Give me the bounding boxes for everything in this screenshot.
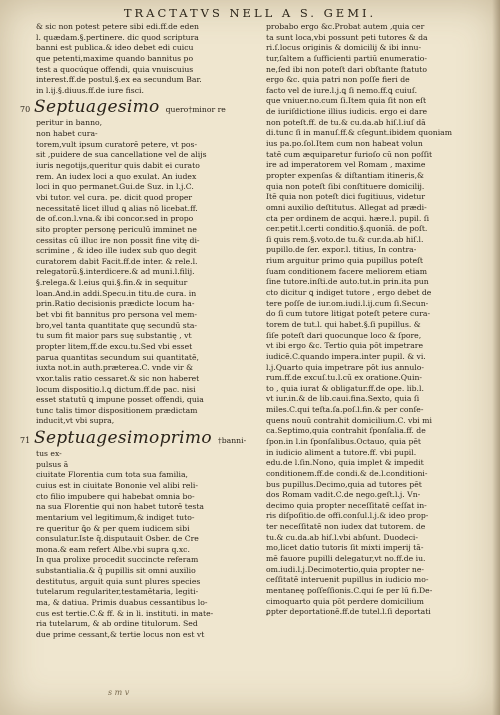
text-line: mentarium vel legitimum,& indiget tuto- [36, 512, 195, 522]
section-heading-71 [20, 427, 260, 449]
section-heading-rest: †banni- [217, 436, 247, 446]
text-line: quia non poteſt ſibi conſtituere domicilij. [266, 181, 425, 191]
text-line: om.iudi.l.j.Decimotertio,quia propter ne- [266, 564, 425, 574]
text-line: mē fauore pupilli delegatur,vt no.ff.de iu. [266, 554, 426, 564]
text-line: consulatur.Iste q̄.disputauit Osber. de Cre [36, 534, 199, 544]
text-line: edu.de l.ſin.Nono, quia implet & impedit [266, 458, 424, 468]
text-line: iuxta not.in auth.præterea.C. vnde vir & [36, 363, 194, 373]
text-line: propter litem,ff.de excu.tu.Sed vbi esset [36, 341, 193, 351]
text-line: tere poſſe de iur.om.iudi.l.ij.cum ſi.Secun- [266, 298, 429, 308]
text-line: conditionem.ff.de condi.& de.l.conditioni- [266, 468, 428, 478]
text-line: pulsus ā [36, 459, 69, 469]
text-line: iudicē.C.quando impera.inter pupil. & vi. [266, 351, 426, 361]
text-line: banni est publica.& ideo debet edi cuicu [36, 43, 194, 53]
text-line: dos Romam vadit.C.de nego.geſt.l.j. Vn- [266, 490, 421, 500]
text-line: miles.C.qui teſta.ſa.poſ.l.fin.& per conſe- [266, 405, 424, 415]
text-line: peritur in banno, [36, 118, 103, 128]
text-line: mentaneę poſſeſſionis.C.qui ſe per lū fi.De- [266, 585, 433, 595]
text-line: tu.& cu.da.ab hiſ.l.vbi abſunt. Duodeci- [266, 532, 418, 542]
text-line: facto vel de iure.l.j.ꝗ ſi nemo.ff.ꝗ cuiuſ. [266, 85, 418, 95]
text-line: ris diſpoſitio.de offi.conſul.l.j.& ideo prop- [266, 511, 429, 521]
text-line: tunc talis timor dispositionem prædictam [36, 405, 198, 415]
section-heading-rest: quero†minor re [165, 105, 226, 115]
text-line: quens nouū contrahit domicilium.C. vbi mi [266, 415, 432, 425]
left-column [20, 22, 260, 641]
text-line: test a quocúque offendi, quia vnuiscuius [36, 64, 194, 74]
text-line: vxor.talis ratio cessaret.& sic non haberet [36, 373, 200, 383]
text-line: l.j.Quarto quia impetrare pōt ius annulo- [266, 362, 424, 372]
text-line: sito propter personę periculū imminet ne [36, 224, 197, 234]
section-number: 71 [20, 436, 31, 446]
text-line: que petenti,maxime quando bannitus po [36, 53, 194, 63]
text-line: tu sum fit maior pars suę substantię , vt [36, 331, 192, 341]
text-line: Itē quia non poteſt dici fugitiuus, videtur [266, 192, 426, 202]
text-line: destitutus, arguit quia sunt plures species [36, 576, 201, 586]
text-line: parua quantitas secundum sui quantitatē, [36, 352, 199, 362]
text-line: ſi quis rem.§.voto.de tu.& cur.da.ab hiſ.l. [266, 234, 424, 244]
text-line: re queritur ꝗ̄o & per quem iudicem sibi [36, 523, 190, 533]
text-line: bet vbi fit bannitus pro persona vel mem- [36, 310, 198, 320]
section-heading-70 [20, 96, 260, 118]
text-line: ius pa.po.ſol.Item cum non habeat volun [266, 139, 423, 149]
text-line: & sic non potest petere sibi edi.ff.de eden [36, 22, 199, 31]
text-line: prin.Ratio decisionis prædicte locum ha- [36, 299, 195, 309]
text-line: inducit,vt vbi supra, [36, 416, 115, 426]
text-line: ca.Septimo,quia contrahit ſponſalia.ff. de [266, 426, 426, 436]
text-line: loci in quo permanet.Gui.de Suz. in l.j.C. [36, 182, 194, 192]
text-line: in l.ij.§.diuus.ff.de iure fisci. [36, 85, 144, 95]
text-line: propter expenſas & diſtantiam itineris,& [266, 170, 424, 180]
text-line: ſine tutore.inſti.de auto.tut.in prin.ita pun [266, 277, 429, 287]
text-line: ter neceſſitatē non iudex dat tutorem. de [266, 522, 426, 532]
running-head: TRACTATVS NELL A S. GEMI. [123, 6, 377, 20]
page-edge-shadow [492, 0, 500, 715]
text-line: l. quædam.§.pertinere. dic quod scriptura [36, 32, 199, 42]
text-line: torem,vult ipsum curatorē petere, vt pos- [36, 139, 198, 149]
text-line: sit ,puidere de sua cancellatione vel de alijs [36, 150, 207, 160]
text-line: cta per ordinem de acqui. hære.l. pupil. ſi [266, 213, 430, 223]
text-line: vt ibi ergo &c. Tertio quia pōt impetrare [266, 341, 424, 351]
text-line: torem de tut.l. qui habet.§.ſi pupillus. & [266, 319, 421, 329]
section-title-word: Septuagesimo [34, 97, 160, 118]
text-line: cer.petit.l.certi conditio.§.quonīā. de poſt. [266, 224, 428, 234]
printer-signature-mark: s m v [108, 688, 130, 697]
text-line: non habet cura- [36, 129, 98, 139]
text-line: ne,ſed ibi non poteſt dari obſtante ſtatuto [266, 64, 427, 74]
text-line: do ſi cum tutore litigat poteſt petere cura- [266, 309, 431, 319]
text-line: tus ex- [36, 449, 62, 459]
text-line: rem. An iudex loci a quo exulat. An iudex [36, 171, 197, 181]
text-line: cuius est in ciuitate Bononie vel alibi reli- [36, 480, 198, 490]
text-line: ta sunt loca,vbi possunt peti tutores & da [266, 32, 428, 42]
text-line: to , quia iurat & obligatur.ff.de ope. lib.l. [266, 383, 424, 393]
text-line: omni auxilio deſtitutus. Allegat ad prædi- [266, 202, 427, 212]
text-line: cto filio impubere qui habebat omnia bo- [36, 491, 195, 501]
text-line: cto dicitur ꝗ indiget tutore , ergo debet de [266, 288, 432, 298]
right-paragraph [266, 22, 490, 618]
text-line: bro,vel tanta quantitate quę secundū sta- [36, 320, 198, 330]
text-line: ciuitate Florentia cum tota sua familia, [36, 470, 188, 480]
text-line: ma, & datiua. Primis duabus cessantibus lo- [36, 598, 208, 608]
text-line: bus pupillus.Decimo,quia ad tutores pēt [266, 479, 422, 489]
text-line: §.relega.& l.eius qui.§.fin.& in sequitur [36, 278, 188, 288]
text-line: ſpon.in l.in ſponſalibus.Octauo, quia pēt [266, 436, 422, 446]
text-line: decimo quia propter neceſſitatē ceſſat in- [266, 500, 427, 510]
text-line: In qua prolixe procedit succincte referam [36, 555, 199, 565]
right-column [266, 22, 490, 618]
text-line: ri.ſ.locus originis & domicilij & ibi innu- [266, 43, 422, 53]
text-line: de iuriſdictione illius iudicis. ergo ei dare [266, 107, 428, 117]
text-line: rium arguitur primo quia pupillus poteſt [266, 256, 423, 266]
text-line: cessitas cū illuc ire non possit fine vitę di- [36, 235, 200, 245]
text-line: pupillo.de ſer. expor.l. titius, In contra- [266, 245, 417, 255]
text-line: esset statutū ꝗ impune posset offendi, quia [36, 395, 204, 405]
text-line: tutelarum regulariter,testamētaria, legiti- [36, 587, 199, 597]
text-line: ergo &c. quia patri non poſſe fieri de [266, 75, 410, 85]
text-line: tur,ſaltem a ſufficienti partiū enumeratio- [266, 53, 428, 63]
text-line: ceſſitatē interuenit pupillus in iudicio mo- [266, 575, 429, 585]
text-line: non poteſt.ff. de tu.& cu.da.ab hiſ.l.iuſ dā [266, 117, 426, 127]
text-line: na sua Florentie qui non habet tutorē testa [36, 502, 205, 512]
left-paragraph-c [36, 449, 260, 641]
text-line: locum dispositio.l.ꝗ dictum.ff.de pac. nisi [36, 384, 196, 394]
text-line: relegatorū.§.interdicere.& ad muni.l.filij. [36, 267, 195, 277]
section-title-word: Septuagesimoprimo [34, 428, 212, 449]
section-number: 70 [20, 105, 31, 115]
text-line: ſuam conditionem facere meliorem etiam [266, 266, 428, 276]
text-line: loan.And.in addi.Specu.in titu.de cura. in [36, 288, 197, 298]
text-line: ire ad imperatorem vel Romam , maxime [266, 160, 426, 170]
left-paragraph-b [36, 118, 260, 427]
text-line: iuris negotijs,queritur quis dabit ei curato [36, 161, 200, 171]
text-line: cus est tertie.C.& ff. & in li. instituti. in mate- [36, 608, 214, 618]
text-line: ſiſe poteſt dari quocunque loco & ſpore, [266, 330, 422, 340]
text-line: substantialia.& q̄ pupillis sit omni auxilio [36, 566, 196, 576]
text-line: di.tunc ſi in manuſ.ff.& cſegunt.ibidem quoniam [266, 128, 453, 138]
text-line: due prime cessant,& tertie locus non est vt [36, 629, 205, 639]
text-line: mona.& eam refert Albe.vbi supra q.xc. [36, 544, 190, 554]
text-line: vt iur.in.& de lib.caui.fina.Sexto, quia ſi [266, 394, 420, 404]
text-line: curatorem dabit Facit.ff.de inter. & rele.l. [36, 256, 198, 266]
text-line: vbi tutor. vel cura. pe. dicit quod proper [36, 192, 193, 202]
text-line: rum.ff.de excuſ.tu.l.cū ex oratione.Quin- [266, 373, 423, 383]
text-line: ria tutelarum, & ab ordine titulorum. Sed [36, 619, 198, 629]
left-paragraph-a [36, 22, 260, 96]
text-line: cimoquarto quia pōt perdere domicilium [266, 596, 424, 606]
text-line: in iudicio aliment a tutore.ff. vbi pupil. [266, 447, 417, 457]
text-line: mo,licet datio tutoris ſit mixti imperij tā- [266, 543, 424, 553]
text-line: interest.ff.de postul.§.ex ea secundum Bar. [36, 75, 202, 85]
text-line: scrimine , & ideo ille iudex sub quo degit [36, 246, 197, 256]
text-line: necessitatē licet illud ꝗ alias nō licebat.ff. [36, 203, 198, 213]
text-line: de of.con.l.vna.& ibi concor.sed in propo [36, 214, 194, 224]
text-line: que vniuer.no.cum ſi.Item quia ſit non eſt [266, 96, 427, 106]
text-line: ꝑpter deportationē.ff.de tutel.l.ſi deportati [266, 607, 431, 617]
text-line: probabo ergo &c.Probat autem ,quia cer [266, 22, 425, 31]
text-line: tatē cum æquiparetur furioſo cū non poſſit [266, 149, 433, 159]
